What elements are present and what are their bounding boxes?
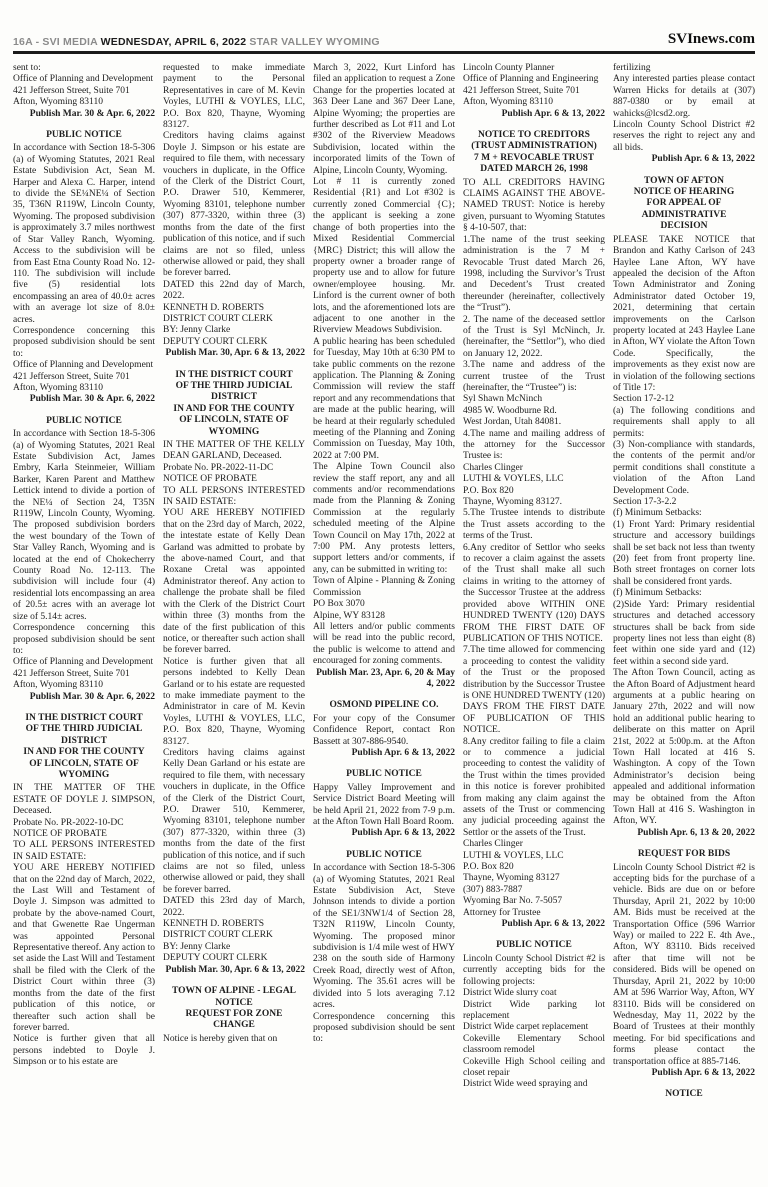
text-line: BY: Jenny Clarke xyxy=(163,941,231,952)
masthead-left xyxy=(13,36,380,48)
text-line: P.O. Box 820 xyxy=(463,862,514,873)
notice-heading xyxy=(167,986,301,1032)
paragraph: TO ALL CREDITORS HAVING CLAIMS AGAINST THE ABOVE-NAMED TRUST: Notice is hereby given, pursuant to Wyoming Statutes § 4-10-507, that: xyxy=(463,177,605,234)
paragraph: DATED this 22nd day of March, 2022. xyxy=(163,279,305,302)
text-line: fertilizing xyxy=(613,63,651,73)
publish-line: Publish Mar. 30 & Apr. 6, 2022 xyxy=(29,108,155,119)
heading-line: PUBLIC NOTICE xyxy=(496,940,572,951)
text-line: KENNETH D. ROBERTS xyxy=(163,302,265,313)
paragraph: IN THE MATTER OF THE ESTATE OF DOYLE J. SIMPSON, Deceased. xyxy=(13,783,155,817)
heading-line: IN THE DISTRICT COURT xyxy=(25,712,143,723)
heading-line: NOTICE xyxy=(665,1089,703,1100)
heading-line: WYOMING xyxy=(208,426,260,437)
masthead xyxy=(13,0,755,51)
paragraph: 8.Any creditor failing to file a claim or to commence a judicial proceeding to contest the validity of the Trust within the times provided in this notice is forever prohibited from making any claim against the assets of the Trust or commencing any judicial proceeding against the Settlor or the assets of the Trust. xyxy=(463,736,605,838)
heading-line: IN AND FOR THE COUNTY xyxy=(23,747,145,758)
region-label: STAR VALLEY WYOMING xyxy=(249,36,380,48)
text-line: Afton, Wyoming 83110 xyxy=(463,97,553,108)
heading-line: OF THE THIRD JUDICIAL xyxy=(175,380,293,391)
text-line: Office of Planning and Engineering xyxy=(463,74,599,85)
column-3 xyxy=(313,63,455,1185)
text-line: DEPUTY COURT CLERK xyxy=(163,953,268,964)
heading-line: IN THE DISTRICT COURT xyxy=(175,369,293,380)
publish-line: Publish Apr. 6 & 13, 2022 xyxy=(651,154,755,165)
paragraph: The Afton Town Council, acting as the Afton Board of Adjustment heard arguments at a public hearing on January 27th, 2022 and will now hold an additional public hearing to deliberate on this matter on April 21st, 2022 at 5:00p.m. at the Afton Town Hall located at 416 S. Washington. A copy of the Town Administrator’s decision being appealed and additional information may be obtained from the Afton Town Hall at 416 S. Washington in Afton, WY. xyxy=(613,668,755,827)
heading-line: ADMINISTRATIVE DECISION xyxy=(641,209,727,232)
heading-line: OF LINCOLN, STATE OF xyxy=(29,758,139,769)
heading-line: IN AND FOR THE COUNTY xyxy=(173,403,295,414)
text-line: Syl Shawn McNinch xyxy=(463,394,543,405)
notice-heading xyxy=(617,1089,751,1100)
text-line: Probate No. PR-2022-10-DC xyxy=(13,817,124,828)
paragraph: Lincoln County School District #2 is currently accepting bids for the following projects: xyxy=(463,953,605,987)
text-line: Afton, Wyoming 83110 xyxy=(13,680,103,691)
text-line: Afton, Wyoming 83110 xyxy=(13,382,103,393)
paragraph: Town of Alpine - Planning & Zoning Commission xyxy=(313,576,455,598)
notice-heading xyxy=(17,416,151,427)
paragraph: 1.The name of the trust seeking administration is the 7 M + Revocable Trust dated March 26, 1998, including the Survivor’s Trust and Decedent’s Trust created thereunder (hereinafter, collectively the “Trust”). xyxy=(463,234,605,314)
notice-heading xyxy=(167,370,301,438)
paragraph: Office of Planning and Development xyxy=(13,657,154,668)
paragraph: A public hearing has been scheduled for Tuesday, May 10th at 6:30 PM to take public comments on the rezone application. The Planning & Zoning Commission will review the staff report and any recommendations that are made at the public hearing, will be heard at their regularly scheduled meeting of the Planning and Zoning Commission on Tuesday, May 10th, 2022 at 7:00 PM. xyxy=(313,336,455,461)
text-line: sent to: xyxy=(13,63,41,73)
edition-label: 16A - SVI MEDIA xyxy=(13,36,98,48)
paragraph: Any interested parties please contact Warren Hicks for details at (307) 887-0380 or by email at wahicks@lcsd2.org. xyxy=(613,74,755,119)
text-line: (f) Minimum Setbacks: xyxy=(613,508,702,519)
paragraph: 7.The time allowed for commencing a proceeding to contest the validity of the Trust or the proposed distribution by the Successor Trustee is ONE HUNDRED TWENTY (120) DAYS FROM THE FIRST DATE OF PUBLICATION OF THIS NOTICE. xyxy=(463,645,605,736)
heading-line: TOWN OF AFTON xyxy=(643,175,725,186)
paragraph: (3) Non-compliance with standards, the contents of the permit and/or permit conditions shall constitute a violation of the Afton Land Development Code. xyxy=(613,440,755,496)
paragraph: Cokeville Elementary School classroom remodel xyxy=(463,1033,605,1056)
publish-line: Publish Apr. 6 & 13, 2022 xyxy=(351,747,455,758)
notice-heading xyxy=(467,130,601,176)
text-line: Thayne, Wyoming 83127 xyxy=(463,873,560,884)
text-line: P.O. Box 820 xyxy=(463,485,514,496)
text-line: (f) Minimum Setbacks: xyxy=(613,588,702,599)
publish-line: Publish Mar. 30 & Apr. 6, 2022 xyxy=(29,394,155,405)
paragraph: In accordance with Section 18-5-306 (a) of Wyoming Statutes, 2021 Real Estate Subdivision Act, Steve Johnson intends to divide a portion of the SE1/3NW1/4 of Section 28, T32N R119W, Lincoln County, Wyoming. The proposed minor subdivision is 1/4 mile west of HWY 238 on the south side of Harmony Creek Road, directly west of Afton, Wyoming. The 35.61 acres will be divided into 5 lots averaging 7.12 acres. xyxy=(313,863,455,1011)
text-line: KENNETH D. ROBERTS xyxy=(163,919,265,930)
notice-heading xyxy=(617,849,751,860)
column-2 xyxy=(163,63,305,1185)
publish-line: Publish Apr. 6 & 13, 2022 xyxy=(351,828,455,839)
text-line: Wyoming Bar No. 7-5057 xyxy=(463,896,563,907)
paragraph: YOU ARE HEREBY NOTIFIED that on the 22nd day of March, 2022, the Last Will and Testament of Doyle J. Simpson was admitted to probate by the above-named Court, and that Gwenette Rae Ungerman was appointed Personal Representative thereof. Any action to set aside the Last Will and Testament shall be filed with the Clerk of the District Court within three (3) months from the date of the first publication of this notice, or thereafter such action shall be forever barred. xyxy=(13,863,155,1033)
paragraph: PLEASE TAKE NOTICE that Brandon and Kathy Carlson of 243 Haylee Lane Afton, WY have appealed the decision of the Afton Town Administrator and Zoning Administrator dated October 19, 2021, determining that certain improvements on the Carlson property located at 243 Haylee Lane in Afton, WY violate the Afton Town Code. Specifically, the improvements as they exist now are in violation of the following sections of Title 17: xyxy=(613,234,755,393)
heading-line: TOWN OF ALPINE - LEGAL xyxy=(171,986,297,997)
notice-heading xyxy=(17,130,151,141)
paragraph: For your copy of the Consumer Confidence Report, contact Ron Bassett at 307-886-9540. xyxy=(313,713,455,747)
heading-line: NOTICE TO CREDITORS xyxy=(478,130,590,141)
heading-line: 7 M + REVOCABLE TRUST xyxy=(473,152,595,163)
heading-line: DISTRICT xyxy=(61,735,107,746)
paragraph: March 3, 2022, Kurt Linford has filed an application to request a Zone Change for the properties located at 363 Deer Lane and 367 Deer Lane, Alpine Wyoming; the properties are further described as Lot #11 and Lot #302 of the Riverview Meadows Subdivision, located within the incorporated limits of the Town of Alpine, Lincoln County, Wyoming. xyxy=(313,63,455,176)
date-label: WEDNESDAY, APRIL 6, 2022 xyxy=(100,36,247,48)
publish-line: Publish Mar. 23, Apr. 6, 20 & May 4, 2022 xyxy=(316,667,455,689)
notice-heading xyxy=(317,769,451,780)
publish-line: Publish Mar. 30, Apr. 6 & 13, 2022 xyxy=(165,964,305,975)
publish-line: Publish Mar. 30 & Apr. 6, 2022 xyxy=(29,691,155,702)
text-line: Probate No. PR-2022-11-DC xyxy=(163,462,274,473)
heading-line: NOTICE OF HEARING xyxy=(633,187,735,198)
paragraph: Cokeville High School ceiling and closet repair xyxy=(463,1056,605,1078)
heading-line: DATED MARCH 26, 1998 xyxy=(480,164,588,175)
heading-line: PUBLIC NOTICE xyxy=(46,415,122,426)
paragraph: YOU ARE HEREBY NOTIFIED that on the 23rd day of March, 2022, the intestate estate of Kelly Dean Garland was admitted to probate by the above-named Court, and that Roxane Cretal was appointed Administrator thereof. Any action to challenge the probate shall be filed with the Clerk of the District Court within three (3) months from the date of the first publication of this notice, or thereafter such action shall be forever barred. xyxy=(163,508,305,656)
text-line: LUTHI & VOYLES, LLC xyxy=(463,850,564,861)
notice-heading xyxy=(317,700,451,711)
paragraph: 3.The name and address of the current trustee of the Trust (hereinafter, the “Trustee”) is: xyxy=(463,360,605,393)
text-line: Alpine, WY 83128 xyxy=(313,610,386,621)
paragraph: Notice is hereby given that on xyxy=(163,1033,278,1044)
publish-line: Publish Apr. 6 & 13, 2022 xyxy=(501,919,605,930)
paragraph: District Wide parking lot replacement xyxy=(463,999,605,1021)
heading-line: OF THE THIRD JUDICIAL xyxy=(25,724,143,735)
text-line: District Wide carpet replacement xyxy=(463,1022,589,1033)
heading-line: REQUEST FOR BIDS xyxy=(637,849,731,860)
text-line: 421 Jefferson Street, Suite 701 xyxy=(463,85,580,96)
paragraph: Lincoln County School District #2 is accepting bids for the purchase of a vehicle. Bids are due on or before Thursday, April 21, 2022 by 10:00 AM. Bids must be received at the Transportation Office (596 Warrior Way) or mailed to 222 E. 4th Ave., Afton, WY 83110. Bids received after that time will not be considered. Bids will be opened on Thursday, April 21, 2022 by 10:00 AM at 596 Warrior Way, Afton, WY 83110. Bids will be considered on Wednesday, May 11, 2022 by the Board of Trustees at their monthly meeting. For bid specifications and forms please contact the transportation office at 885-7146. xyxy=(613,862,755,1067)
paragraph: The Alpine Town Council also review the staff report, any and all comments and/or recommendations made from the Planning & Zoning Commission at the regularly scheduled meeting of the Alpine Town Council on May 17th, 2022 at 7:00 PM. Any protests letters, support letters and/or comments, if any, can be submitted in writing to: xyxy=(313,462,455,575)
paragraph: 5.The Trustee intends to distribute the Trust assets according to the terms of the Trust. xyxy=(463,508,605,542)
paragraph: Office of Planning and Development xyxy=(13,74,154,85)
publish-line: Publish Mar. 30, Apr. 6 & 13, 2022 xyxy=(165,348,305,359)
paragraph: Happy Valley Improvement and Service District Board Meeting will be held April 21, 2022 from 7-9 p.m. at the Afton Town Hall Board Room. xyxy=(313,782,455,827)
paragraph: TO ALL PERSONS INTERESTED IN SAID ESTATE: xyxy=(13,840,155,862)
paragraph: 6.Any creditor of Settlor who seeks to recover a claim against the assets of the Trust shall make all such claims in writing to the attorney of the Successor Trustee at the address provided above WITHIN ONE HUNDRED TWENTY (120) DAYS FROM THE FIRST DATE OF PUBLICATION OF THIS NOTICE. xyxy=(463,542,605,644)
paragraph: Lincoln County School District #2 reserves the right to reject any and all bids. xyxy=(613,120,755,153)
text-line: (307) 883-7887 xyxy=(463,884,523,895)
heading-line: PUBLIC NOTICE xyxy=(346,849,422,860)
text-line: BY: Jenny Clarke xyxy=(163,325,231,336)
paragraph: (2)Side Yard: Primary residential structures and detached accessory structures shall be back from side property lines not less than eight (8) feet within one side yard and (12) feet within a second side yard. xyxy=(613,599,755,667)
text-line: NOTICE OF PROBATE xyxy=(163,474,257,485)
paragraph: All letters and/or public comments will be read into the public record, the public is welcome to attend and encouraged for zoning comments. xyxy=(313,621,455,667)
heading-line: OSMOND PIPELINE CO. xyxy=(329,700,439,711)
publish-line: Publish Apr. 6 & 13, 2022 xyxy=(501,108,605,119)
text-line: District Wide slurry coat xyxy=(463,988,557,999)
site-label: SVInews.com xyxy=(667,31,755,47)
text-line: 421 Jefferson Street, Suite 701 xyxy=(13,668,130,679)
text-line: Charles Clinger xyxy=(463,462,523,473)
paragraph: Office of Planning and Development xyxy=(13,360,154,371)
text-line: West Jordan, Utah 84081. xyxy=(463,417,562,428)
heading-line: CHANGE xyxy=(213,1020,255,1031)
text-line: Section 17-2-12 xyxy=(613,394,674,405)
paragraph: (a) The following conditions and requirements shall apply to all permits: xyxy=(613,405,755,439)
notice-heading xyxy=(17,713,151,781)
heading-line: NOTICE xyxy=(215,997,253,1008)
masthead-rule xyxy=(13,51,755,54)
text-line: LUTHI & VOYLES, LLC xyxy=(463,474,564,485)
publish-line: Publish Apr. 6, 13 & 20, 2022 xyxy=(637,827,755,838)
text-line: 421 Jefferson Street, Suite 701 xyxy=(13,371,130,382)
paragraph: (1) Front Yard: Primary residential structure and accessory buildings shall be set back not less than twenty (20) feet from front property line. Both street frontages on corner lots shall be considered front yards. xyxy=(613,519,755,587)
text-line: Charles Clinger xyxy=(463,839,523,850)
paragraph: Lot # 11 is currently zoned Residential {R1} and Lot #302 is currently zoned Commercial {C}; the applicant is seeking a zone change of both properties into the Mixed Residential Commercial {MRC} District; this will allow the property owner a broader range of property use and to allow for future owner/employee housing. Mr. Linford is the current owner of both lots, and the aforementioned lots are adjacent to one another in the Riverview Meadows Subdivision. xyxy=(313,177,455,336)
text-line: Section 17-3-2.2 xyxy=(613,497,677,508)
paragraph: District Wide weed spraying and xyxy=(463,1079,588,1090)
text-line: Lincoln County Planner xyxy=(463,63,555,73)
paragraph: 4.The name and mailing address of the attorney for the Successor Trustee is: xyxy=(463,428,605,462)
paragraph: IN THE MATTER OF THE KELLY DEAN GARLAND, Deceased. xyxy=(163,440,305,462)
heading-line: FOR APPEAL OF xyxy=(646,198,722,209)
paragraph: In accordance with Section 18-5-306 (a) of Wyoming Statutes, 2021 Real Estate Subdivision Act, James Embry, Karla Steinmeier, William Barker, Karen Parent and Matthew Lettick intend to divide a portion of the NE¼ of Section 24, T35N R119W, Lincoln County, Wyoming. The proposed subdivision borders the west boundary of the Town of Star Valley Ranch, Wyoming and is located at the end of Chokecherry County Road No. 12-113. The subdivision will include four (4) residential lots encompassing an area of 20.5± acres with an average lot size of 5.14± acres. xyxy=(13,429,155,622)
text-line: 4985 W. Woodburne Rd. xyxy=(463,405,557,416)
heading-line: PUBLIC NOTICE xyxy=(46,130,122,141)
heading-line: OF LINCOLN, STATE OF xyxy=(179,415,289,426)
heading-line: PUBLIC NOTICE xyxy=(346,769,422,780)
paragraph: TO ALL PERSONS INTERESTED IN SAID ESTATE: xyxy=(163,485,305,508)
heading-line: REQUEST FOR ZONE xyxy=(185,1008,283,1019)
paragraph: DATED this 23rd day of March, 2022. xyxy=(163,896,305,918)
paragraph: Creditors having claims against Doyle J. Simpson or his estate are required to file them, with necessary vouchers in duplicate, in the Office of the Clerk of the District Court, P.O. Drawer 510, Kemmerer, Wyoming 83101, telephone number (307) 877-3320, within three (3) months from the date of the first publication of this notice, and if such claims are not so filed, unless otherwise allowed or paid, they shall be forever barred. xyxy=(163,131,305,279)
text-line: Afton, Wyoming 83110 xyxy=(13,97,103,108)
text-line: DEPUTY COURT CLERK xyxy=(163,336,268,347)
text-line: Attorney for Trustee xyxy=(463,907,541,918)
heading-line: (TRUST ADMINISTRATION) xyxy=(471,141,597,152)
notice-heading xyxy=(467,940,601,951)
text-line: DISTRICT COURT CLERK xyxy=(163,313,273,324)
column-1 xyxy=(13,63,155,1185)
paragraph: In accordance with Section 18-5-306 (a) of Wyoming Statutes, 2021 Real Estate Subdivision Act, Sean M. Harper and Alexa C. Harper, intend to divide the SE¼NE¼ of Section 35, T36N R119W, Lincoln County, Wyoming. The proposed subdivision is approximately 3.7 miles northwest of Star Valley Ranch, Wyoming. Access to the subdivision will be from East Etna County Road No. 12-110. The subdivision will include five (5) residential lots encompassing an area of 40.0± acres with an average lot size of 8.0± acres. xyxy=(13,143,155,325)
paragraph: Creditors having claims against Kelly Dean Garland or his estate are required to file them, with necessary vouchers in duplicate, in the Office of the Clerk of the District Court, P.O. Drawer 510, Kemmerer, Wyoming 83101, telephone number (307) 877-3320, within three (3) months from the date of the first publication of this notice, and if such claims are not so filed, unless otherwise allowed or paid, they shall be forever barred. xyxy=(163,747,305,895)
paragraph: Notice is further given that all persons indebted to Doyle J. Simpson or to his estate are xyxy=(13,1034,155,1068)
heading-line: WYOMING xyxy=(58,769,110,780)
paragraph: Correspondence concerning this proposed subdivision should be sent to: xyxy=(313,1011,455,1045)
columns-container xyxy=(13,63,755,1185)
paragraph: 2. The name of the deceased settlor of the Trust is Syl McNinch, Jr. (hereinafter, the “Settlor”), who died on January 12, 2022. xyxy=(463,314,605,359)
paragraph: requested to make immediate payment to the Personal Representatives in care of M. Kevin Voyles, LUTHI & VOYLES, LLC, P.O. Box 820, Thayne, Wyoming 83127. xyxy=(163,63,305,131)
notice-heading xyxy=(617,176,751,233)
text-line: Thayne, Wyoming 83127. xyxy=(463,497,562,508)
publish-line: Publish Apr. 6 & 13, 2022 xyxy=(651,1067,755,1078)
text-line: 421 Jefferson Street, Suite 701 xyxy=(13,85,130,96)
paragraph: Notice is further given that all persons indebted to Kelly Dean Garland or to his estate are requested to make immediate payment to the Administrator in care of M. Kevin Voyles, LUTHI & VOYLES, LLC, P.O. Box 820, Thayne, Wyoming 83127. xyxy=(163,656,305,747)
column-5 xyxy=(613,63,755,1185)
heading-line: DISTRICT xyxy=(211,392,257,403)
text-line: NOTICE OF PROBATE xyxy=(13,829,107,839)
notice-heading xyxy=(317,850,451,861)
paragraph: Correspondence concerning this proposed subdivision should be sent to: xyxy=(13,623,155,656)
text-line: DISTRICT COURT CLERK xyxy=(163,930,273,941)
paragraph: Correspondence concerning this proposed subdivision should be sent to: xyxy=(13,325,155,359)
column-4 xyxy=(463,63,605,1185)
text-line: PO Box 3070 xyxy=(313,599,365,610)
